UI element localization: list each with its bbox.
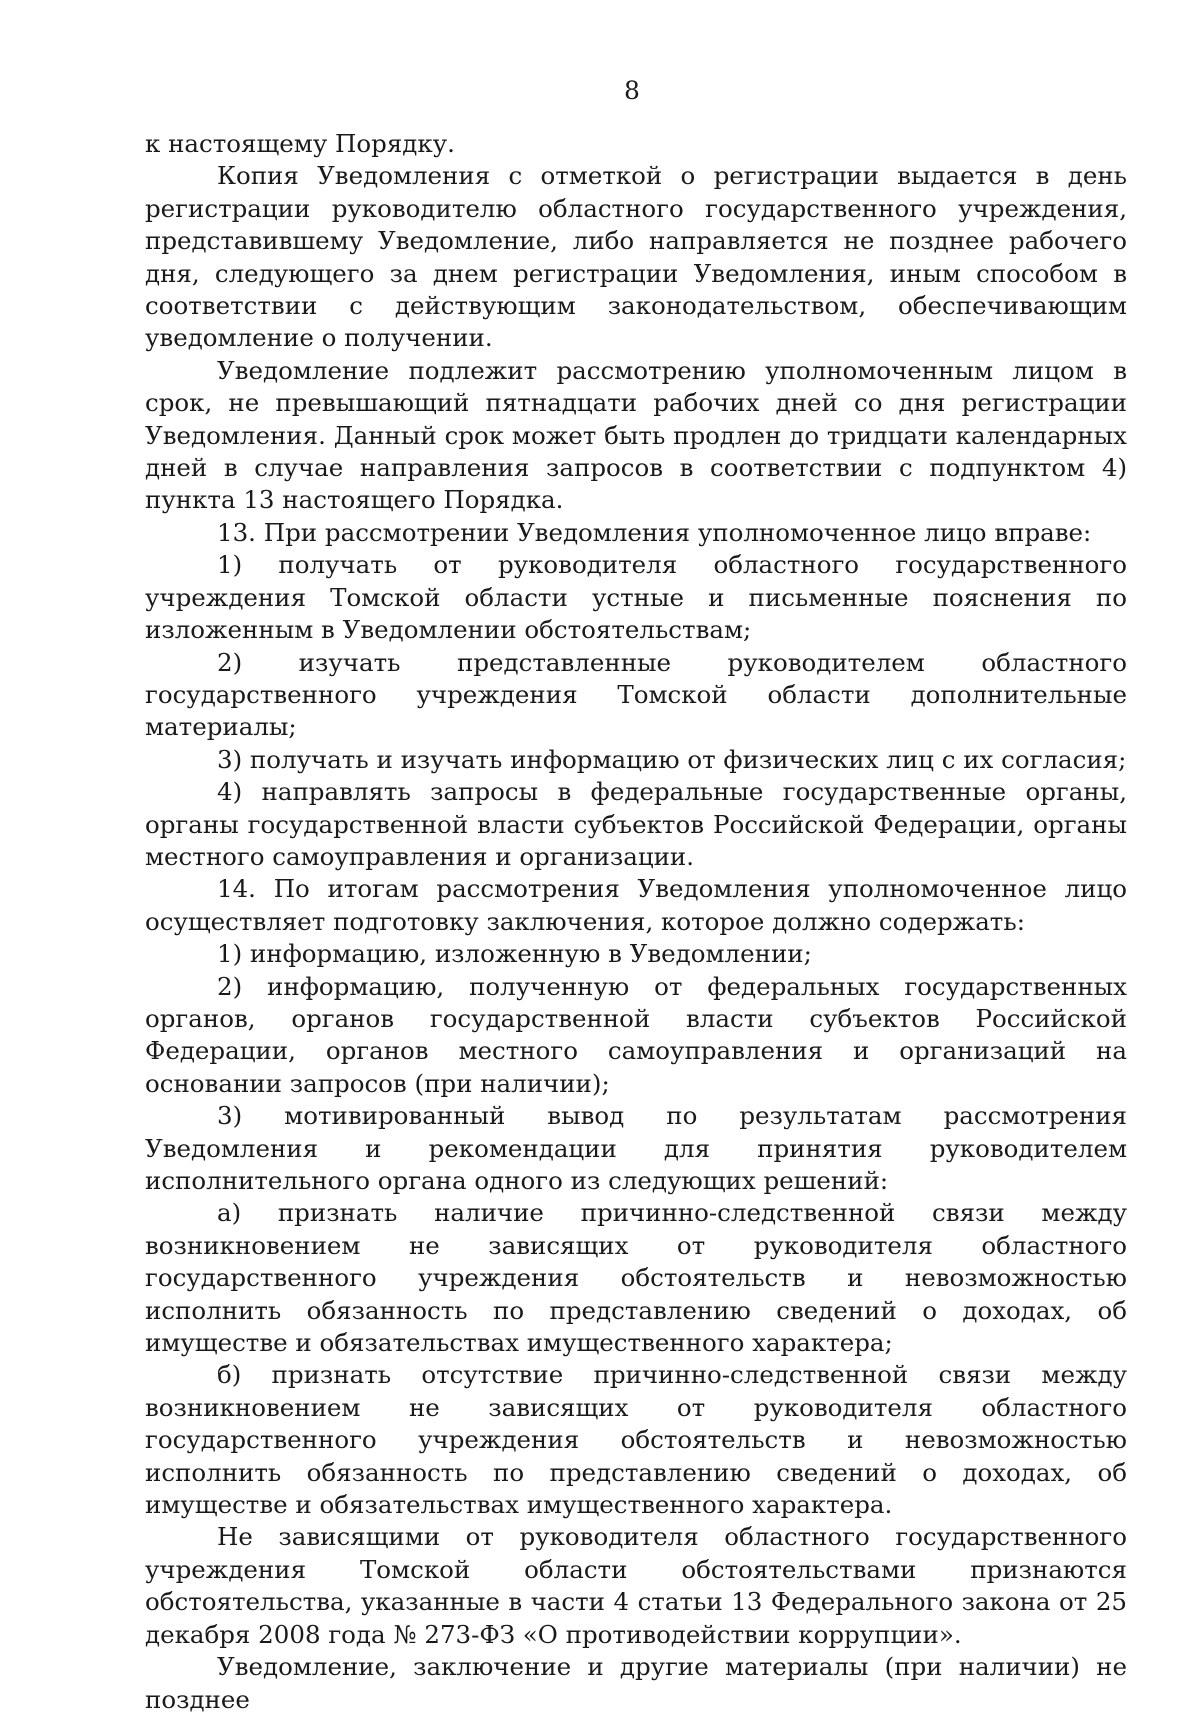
paragraph-materials: Уведомление, заключение и другие материалы (при наличии) не позднее [145,1652,1127,1714]
paragraph-clause-13: 13. При рассмотрении Уведомления уполномоченное лицо вправе: [217,517,1092,547]
paragraph-decision-b: б) признать отсутствие причинно-следственной связи между возникновением не зависящих от руководителя областного государственного учреждения обстоятельств и невозможностью исполнить обязанность по представлению сведений о доходах, об имуществе и обязательствах имущественного характера. [145,1360,1127,1520]
paragraph-decision-a: а) признать наличие причинно-следственной связи между возникновением не зависящих от руководителя областного государственного учреждения обстоятельств и невозможностью исполнить обязанность по представлению сведений о доходах, об имуществе и обязательствах имущественного характера; [145,1198,1127,1358]
paragraph-clause-14-item-3: 3) мотивированный вывод по результатам рассмотрения Уведомления и рекомендации для принятия руководителем исполнительного органа одного из следующих решений: [145,1101,1127,1195]
paragraph-clause-14-item-1: 1) информацию, изложенную в Уведомлении; [217,939,812,969]
page-number: 8 [624,76,640,105]
document-body [145,128,1127,1716]
paragraph-clause-13-item-2: 2) изучать представленные руководителем областного государственного учреждения Томской области дополнительные материалы; [145,647,1127,742]
paragraph-clause-14-item-2: 2) информацию, полученную от федеральных государственных органов, органов государственной власти субъектов Российской Федерации, органов местного самоуправления и организаций на основании запросов (при наличии); [145,971,1127,1098]
paragraph-circumstances: Не зависящими от руководителя областного государственного учреждения Томской области обстоятельствами признаются обстоятельства, указанные в части 4 статьи 13 Федерального закона от 25 декабря 2008 года № 273-ФЗ «О противодействии коррупции». [145,1522,1127,1649]
paragraph-review-term: Уведомление подлежит рассмотрению уполномоченным лицом в срок, не превышающий пятнадцати рабочих дней со дня регистрации Уведомления. Данный срок может быть продлен до тридцати календарных дней в случае направления запросов в соответствии с подпунктом 4) пункта 13 настоящего Порядка. [145,355,1127,515]
paragraph-clause-13-item-1: 1) получать от руководителя областного государственного учреждения Томской области устные и письменные пояснения по изложенным в Уведомлении обстоятельствам; [145,550,1127,645]
paragraph-clause-13-item-4: 4) направлять запросы в федеральные государственные органы, органы государственной власти субъектов Российской Федерации, органы местного самоуправления и организации. [145,777,1127,871]
paragraph-clause-14: 14. По итогам рассмотрения Уведомления уполномоченное лицо осуществляет подготовку заключения, которое должно содержать: [145,874,1127,936]
paragraph-continuation: к настоящему Порядку. [145,129,455,158]
paragraph-notification-copy: Копия Уведомления с отметкой о регистрации выдается в день регистрации руководителю областного государственного учреждения, представившему Уведомление, либо направляется не позднее рабочего дня, следующего за днем регистрации Уведомления, иным способом в соответствии с действующим законодательством, обеспечивающим уведомление о получении. [145,161,1127,353]
paragraph-clause-13-item-3: 3) получать и изучать информацию от физических лиц с их согласия; [217,744,1127,774]
